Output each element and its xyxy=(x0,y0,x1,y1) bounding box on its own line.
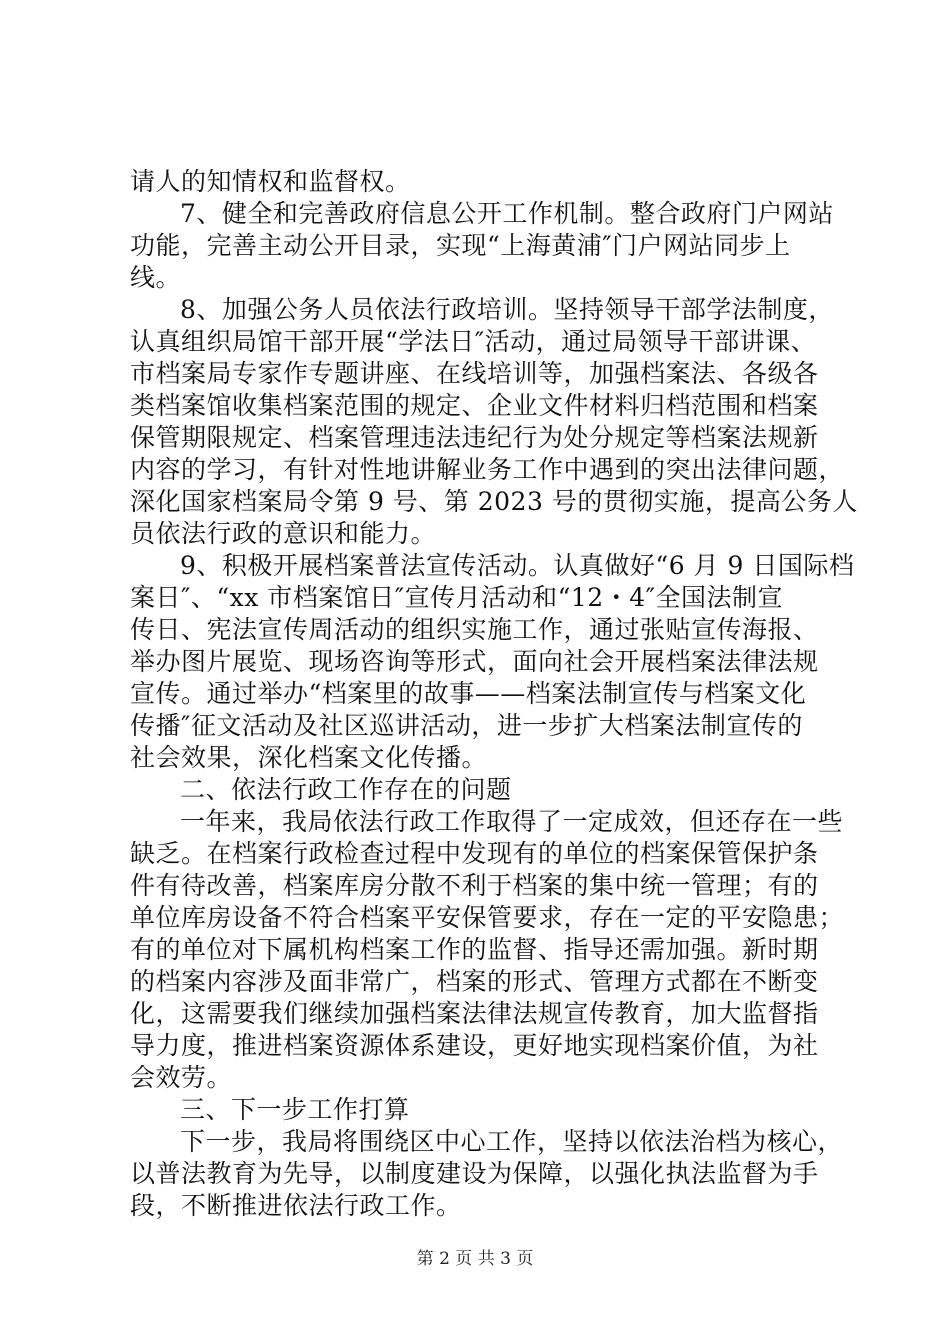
text-line: 导力度，推进档案资源体系建设，更好地实现档案价值，为社 xyxy=(130,1031,819,1060)
text-line: 传日、宪法宣传周活动的组织实施工作，通过张贴宣传海报、 xyxy=(130,615,819,644)
page-number-footer: 第 2 页 共 3 页 xyxy=(416,1249,534,1269)
text-line: 请人的知情权和监督权。 xyxy=(130,167,411,196)
text-line: 件有待改善，档案库房分散不利于档案的集中统一管理；有的 xyxy=(130,871,819,900)
paragraph-start: 下一步，我局将围绕区中心工作，坚持以依法治档为核心， xyxy=(180,1127,844,1156)
paragraph-item-9: 9、积极开展档案普法宣传活动。认真做好“6 月 9 日国际档 xyxy=(180,551,855,580)
paragraph-item-7: 7、健全和完善政府信息公开工作机制。整合政府门户网站 xyxy=(180,199,834,228)
text-line: 类档案馆收集档案范围的规定、企业文件材料归档范围和档案 xyxy=(130,391,819,420)
text-line: 案日″、“xx 市档案馆日″宣传月活动和“12・4″全国法制宣 xyxy=(130,583,783,612)
text-line: 缺乏。在档案行政检查过程中发现有的单位的档案保管保护条 xyxy=(130,839,819,868)
text-line: 化，这需要我们继续加强档案法律法规宣传教育，加大监督指 xyxy=(130,999,819,1028)
text-line: 段，不断推进依法行政工作。 xyxy=(130,1191,462,1220)
text-line: 会效劳。 xyxy=(130,1063,233,1092)
text-line: 线。 xyxy=(130,263,182,292)
text-line: 宣传。通过举办“档案里的故事——档案法制宣传与档案文化 xyxy=(130,679,807,708)
text-line: 员依法行政的意识和能力。 xyxy=(130,519,437,548)
paragraph-start: 一年来，我局依法行政工作取得了一定成效，但还存在一些 xyxy=(180,807,844,836)
text-line: 功能，完善主动公开目录，实现“上海黄浦″门户网站同步上 xyxy=(130,231,791,260)
text-line: 传播″征文活动及社区巡讲活动，进一步扩大档案法制宣传的 xyxy=(130,711,803,740)
text-line: 以普法教育为先导，以制度建设为保障，以强化执法监督为手 xyxy=(130,1159,819,1188)
section-heading-3: 三、下一步工作打算 xyxy=(180,1095,410,1124)
text-line: 有的单位对下属机构档案工作的监督、指导还需加强。新时期 xyxy=(130,935,819,964)
text-line: 单位库房设备不符合档案平安保管要求，存在一定的平安隐患； xyxy=(130,903,845,932)
text-line: 内容的学习，有针对性地讲解业务工作中遇到的突出法律问题， xyxy=(130,455,845,484)
paragraph-item-8: 8、加强公务人员依法行政培训。坚持领导干部学法制度， xyxy=(180,295,834,324)
text-line: 社会效果，深化档案文化传播。 xyxy=(130,743,488,772)
text-line: 认真组织局馆干部开展“学法日″活动，通过局领导干部讲课、 xyxy=(130,327,817,356)
document-body xyxy=(130,166,858,1222)
text-line: 市档案局专家作专题讲座、在线培训等，加强档案法、各级各 xyxy=(130,359,819,388)
text-line: 保管期限规定、档案管理违法违纪行为处分规定等档案法规新 xyxy=(130,423,819,452)
text-line: 举办图片展览、现场咨询等形式，面向社会开展档案法律法规 xyxy=(130,647,819,676)
section-heading-2: 二、依法行政工作存在的问题 xyxy=(180,775,512,804)
text-line: 深化国家档案局令第 9 号、第 2023 号的贯彻实施，提高公务人 xyxy=(130,487,858,516)
text-line: 的档案内容涉及面非常广，档案的形式、管理方式都在不断变 xyxy=(130,967,819,996)
